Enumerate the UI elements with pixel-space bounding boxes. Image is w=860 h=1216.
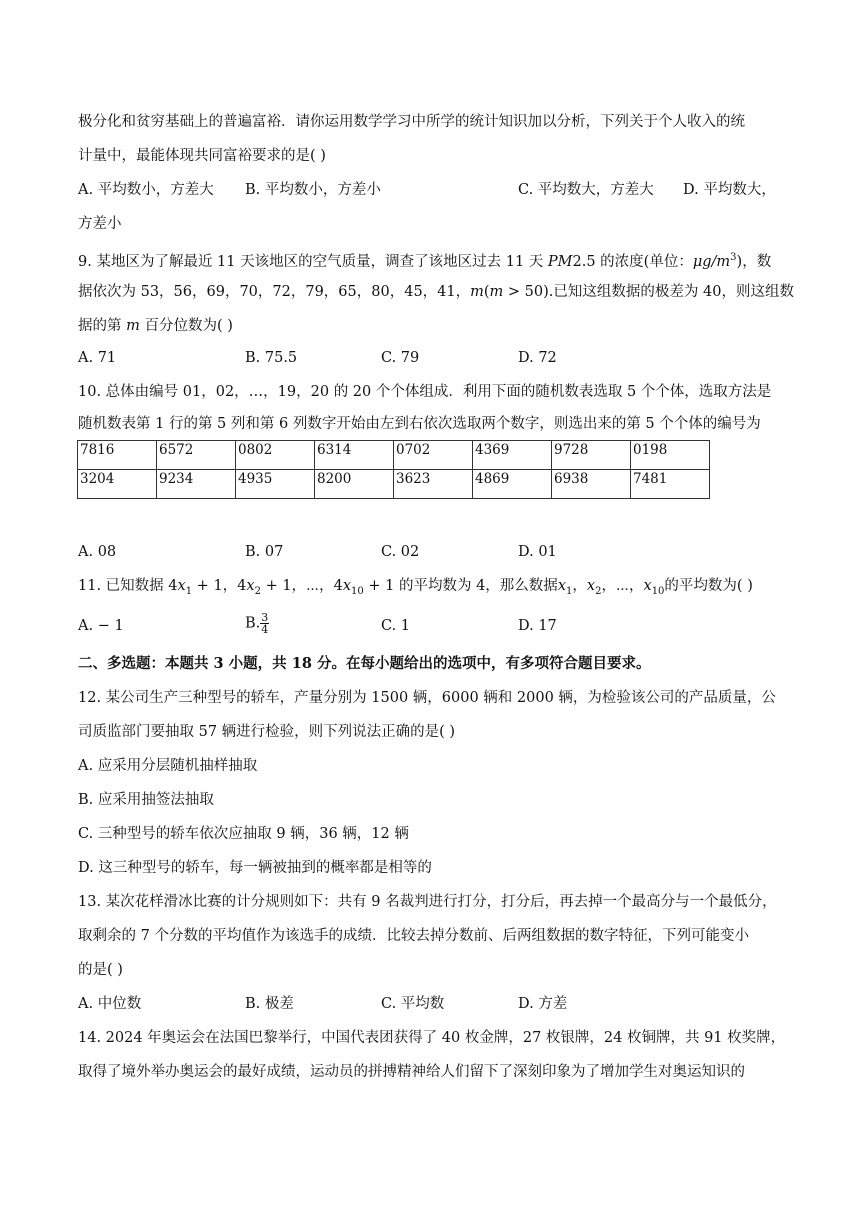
q12-option-b: B. 应采用抽签法抽取 bbox=[78, 792, 214, 808]
q13-line-2: 取剩余的 7 个分数的平均值作为该选手的成绩．比较去掉分数前、后两组数据的数字特征，下列可能变小 bbox=[78, 928, 749, 944]
q11-option-c: C. 1 bbox=[381, 618, 411, 634]
table-cell: 7481 bbox=[631, 470, 710, 499]
q9-unit: μg/m bbox=[692, 253, 731, 270]
q13-line-1: 13. 某次花样滑冰比赛的计分规则如下：共有 9 名裁判进行打分，打分后，再去掉一个最高分与一个最低分， bbox=[78, 894, 777, 910]
q13-option-b: B. 极差 bbox=[245, 996, 294, 1012]
q8-option-d: D. 平均数大， bbox=[683, 182, 776, 198]
q8-line-1: 极分化和贫穷基础上的普遍富裕．请你运用数学学习中所学的统计知识加以分析，下列关于个人收入的统 bbox=[78, 114, 745, 130]
q8-option-d-continued: 方差小 bbox=[78, 216, 122, 232]
q8-line-2: 计量中，最能体现共同富裕要求的是( ) bbox=[78, 148, 326, 164]
q11-line-1: 11. 已知数据 $4x_1 + 1$，$4x_2 + 1$，⋯，$4x_{10} + 1$ 的平均数为 4，那么数据$x_1$，$x_2$，⋯，$x_{10}$的平均数为( ) bbox=[78, 578, 753, 597]
q9-line-2 bbox=[78, 282, 794, 302]
table-cell: 4369 bbox=[473, 441, 552, 470]
q8-option-a: A. 平均数小，方差大 bbox=[78, 182, 214, 198]
table-cell: 3204 bbox=[78, 470, 157, 499]
table-cell: 9234 bbox=[157, 470, 236, 499]
table-row bbox=[78, 441, 710, 470]
q9-option-c: C. 79 bbox=[381, 350, 420, 366]
q11-option-d: D. 17 bbox=[518, 618, 557, 634]
fraction-numerator: 3 bbox=[261, 611, 269, 624]
q10-option-b: B. 07 bbox=[245, 544, 284, 560]
q13-line-3: 的是( ) bbox=[78, 962, 123, 978]
q12-line-2: 司质监部门要抽取 57 辆进行检验，则下列说法正确的是( ) bbox=[78, 724, 456, 740]
q10-line-1: 10. 总体由编号 01，02，…，19，20 的 20 个个体组成．利用下面的随机数表选取 5 个个体，选取方法是 bbox=[78, 384, 772, 400]
q9-text-3a: 据的第 bbox=[78, 318, 127, 334]
q10-line-2: 随机数表第 1 行的第 5 列和第 6 列数字开始由左到右依次选取两个数字，则选出来的第 5 个个体的编号为 bbox=[78, 416, 761, 432]
q11-text-mid2: + 1，⋯，4 bbox=[260, 578, 343, 594]
table-cell: 6938 bbox=[552, 470, 631, 499]
section-2-heading: 二、多选题：本题共 3 小题，共 18 分。在每小题给出的选项中，有多项符合题目要求。 bbox=[78, 655, 651, 672]
q10-option-a: A. 08 bbox=[78, 544, 117, 560]
q10-option-d: D. 01 bbox=[518, 544, 557, 560]
table-cell: 8200 bbox=[315, 470, 394, 499]
fraction bbox=[260, 612, 269, 635]
table-cell: 9728 bbox=[552, 441, 631, 470]
q11-option-b-label: B. bbox=[245, 615, 261, 632]
table-cell: 4869 bbox=[473, 470, 552, 499]
fraction-denominator: 4 bbox=[261, 623, 269, 636]
q11-text-mid1: + 1，4 bbox=[192, 578, 247, 594]
q9-option-d: D. 72 bbox=[518, 350, 557, 366]
q9-text-2a: 据依次为 53，56，69，70，72，79，65，80，45，41， bbox=[78, 284, 471, 300]
table-cell: 0702 bbox=[394, 441, 473, 470]
q12-line-1: 12. 某公司生产三种型号的轿车，产量分别为 1500 辆，6000 辆和 2000 辆，为检验该公司的产品质量，公 bbox=[78, 690, 776, 706]
q11-text-mid3: + 1 的平均数为 4，那么数据 bbox=[363, 578, 558, 594]
table-row bbox=[78, 470, 710, 499]
q12-option-c: C. 三种型号的轿车依次应抽取 9 辆，36 辆，12 辆 bbox=[78, 826, 409, 842]
q9-text-3b: 百分位数为( ) bbox=[139, 318, 233, 334]
table-cell: 4935 bbox=[236, 470, 315, 499]
q9-text-1b: 2.5 的浓度(单位： bbox=[572, 253, 693, 270]
q9-text-1a: 9. 某地区为了解最近 11 天该地区的空气质量，调查了该地区过去 11 天 bbox=[78, 253, 548, 270]
random-number-table bbox=[77, 440, 710, 499]
q9-text-2b: ( bbox=[483, 284, 490, 300]
q9-m-var: m bbox=[470, 284, 484, 300]
q9-m-var-2: m bbox=[489, 284, 504, 300]
q11-text-tail: 的平均数为( ) bbox=[664, 578, 753, 594]
q13-option-d: D. 方差 bbox=[518, 996, 568, 1012]
q11-option-a: A. − 1 bbox=[78, 618, 124, 634]
q11-option-b bbox=[245, 612, 269, 635]
q10-option-c: C. 02 bbox=[381, 544, 420, 560]
q13-option-a: A. 中位数 bbox=[78, 996, 142, 1012]
q11-text-pre: 11. 已知数据 4 bbox=[78, 578, 178, 594]
table-cell: 6572 bbox=[157, 441, 236, 470]
table-cell: 7816 bbox=[78, 441, 157, 470]
q8-option-b: B. 平均数小，方差小 bbox=[245, 182, 381, 198]
q9-pm: PM bbox=[547, 253, 573, 270]
table-cell: 0802 bbox=[236, 441, 315, 470]
q14-line-1: 14. 2024 年奥运会在法国巴黎举行，中国代表团获得了 40 枚金牌，27 枚银牌，24 枚铜牌，共 91 枚奖牌， bbox=[78, 1030, 786, 1046]
q9-line-3 bbox=[78, 316, 233, 336]
q12-option-d: D. 这三种型号的轿车，每一辆被抽到的概率都是相等的 bbox=[78, 860, 432, 876]
q9-option-b: B. 75.5 bbox=[245, 350, 298, 366]
table-cell: 0198 bbox=[631, 441, 710, 470]
table-cell: 6314 bbox=[315, 441, 394, 470]
q9-text-1c: )，数 bbox=[736, 253, 772, 270]
q8-option-c: C. 平均数大，方差大 bbox=[518, 182, 654, 198]
q9-line-1: 9. 某地区为了解最近 11 天该地区的空气质量，调查了该地区过去 11 天 PM2.5 的浓度(单位：$\mu g/m^3$)，数 bbox=[78, 252, 772, 270]
table-cell: 3623 bbox=[394, 470, 473, 499]
q9-text-2c: > 50).已知这组数据的极差为 40，则这组数 bbox=[503, 284, 794, 300]
q12-option-a: A. 应采用分层随机抽样抽取 bbox=[78, 758, 258, 774]
q14-line-2: 取得了境外举办奥运会的最好成绩，运动员的拼搏精神给人们留下了深刻印象为了增加学生对奥运知识的 bbox=[78, 1064, 745, 1080]
q9-option-a: A. 71 bbox=[78, 350, 117, 366]
q13-option-c: C. 平均数 bbox=[381, 996, 445, 1012]
q9-m-var-3: m bbox=[126, 318, 140, 334]
